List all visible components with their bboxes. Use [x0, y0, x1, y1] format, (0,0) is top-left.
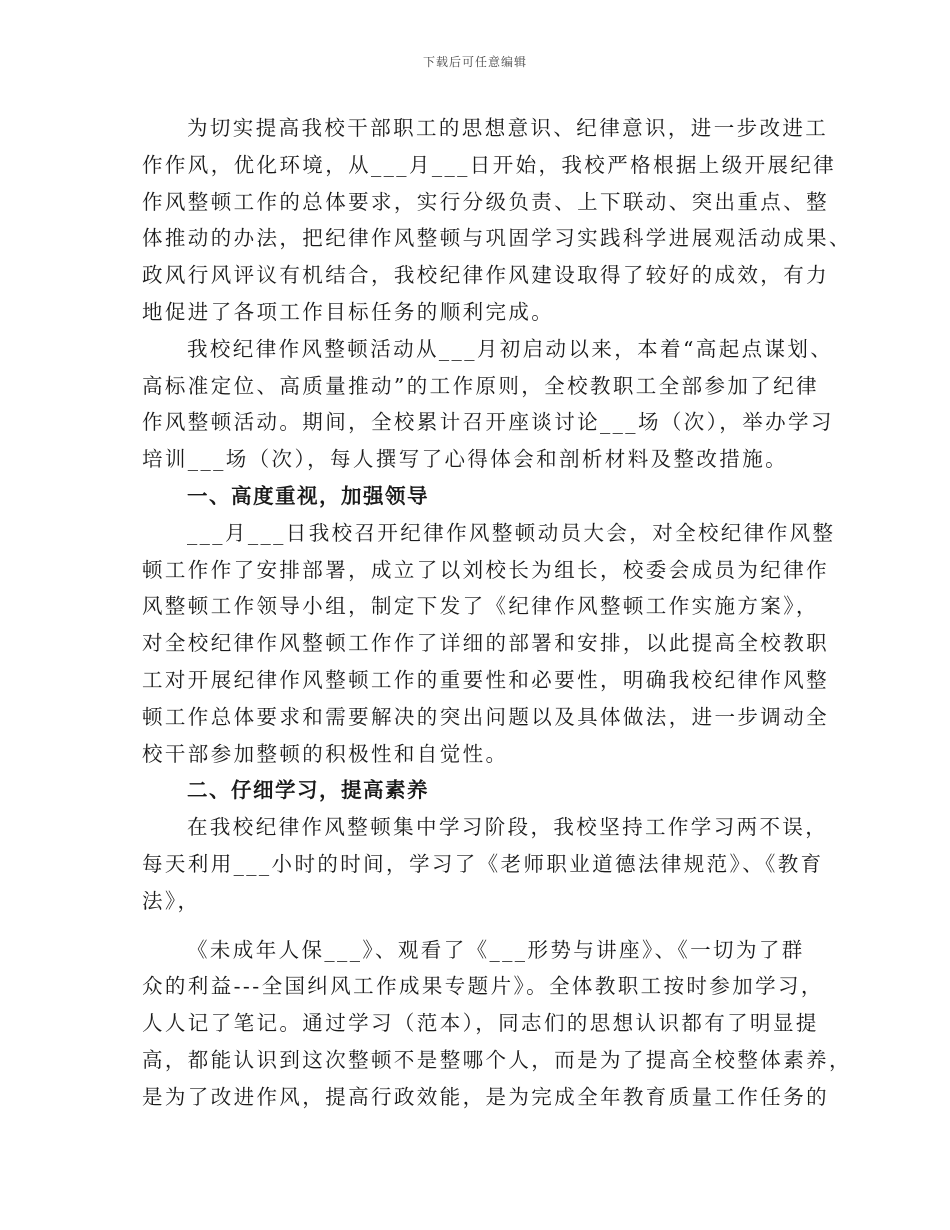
paragraph-gap [142, 920, 822, 932]
paragraph-line: 地促进了各项工作目标任务的顺利完成。 [142, 299, 555, 324]
paragraph-line: 风整顿工作领导小组，制定下发了《纪律作风整顿工作实施方案》， [142, 594, 819, 619]
paragraph-line: 为切实提高我校干部职工的思想意识、纪律意识，进一步改进工 [187, 116, 829, 140]
page-header-note: 下载后可任意编辑 [422, 55, 527, 69]
paragraph-line: 作风整顿活动。期间，全校累计召开座谈讨论___场（次），举办学习 [142, 410, 834, 435]
paragraph-line: 工对开展纪律作风整顿工作的重要性和必要性，明确我校纪律作风整 [142, 667, 829, 692]
paragraph-line: 顿工作作了安排部署，成立了以刘校长为组长，校委会成员为纪律作 [142, 557, 829, 582]
paragraph-line: 对全校纪律作风整顿工作作了详细的部署和安排，以此提高全校教职 [142, 631, 829, 656]
paragraph-line: 众的利益---全国纠风工作成果专题片》。全体教职工按时参加学习， [142, 974, 824, 999]
paragraph-line: 校干部参加整顿的积极性和自觉性。 [142, 741, 509, 766]
section-heading-1: 一、高度重视，加强领导 [187, 483, 429, 508]
section-heading-2: 二、仔细学习，提高素养 [187, 778, 429, 803]
paragraph-line: 高，都能认识到这次整顿不是整哪个人，而是为了提高全校整体素养， [142, 1047, 852, 1072]
paragraph-line: 是为了改进作风，提高行政效能，是为完成全年教育质量工作任务的 [142, 1084, 829, 1109]
paragraph-activity [142, 331, 834, 478]
paragraph-intro [142, 110, 852, 331]
paragraph-study-continued [142, 932, 852, 1116]
paragraph-line: 高标准定位、高质量推动”的工作原则，全校教职工全部参加了纪律 [142, 373, 819, 398]
paragraph-line: 人人记了笔记。通过学习（范本），同志们的思想认识都有了明显提 [142, 1011, 819, 1036]
paragraph-line: 作作风，优化环境，从___月___日开始，我校严格根据上级开展纪律 [142, 152, 837, 177]
paragraph-line: 在我校纪律作风整顿集中学习阶段，我校坚持工作学习两不误， [187, 815, 829, 840]
paragraph-line: 体推动的办法，把纪律作风整顿与巩固学习实践科学进展观活动成果、 [142, 226, 852, 251]
paragraph-leadership [142, 515, 836, 773]
paragraph-line: 培训___场（次），每人撰写了心得体会和剖析材料及整改措施。 [142, 447, 788, 472]
paragraph-line: 政风行风评议有机结合，我校纪律作风建设取得了较好的成效，有力 [142, 263, 829, 288]
paragraph-line: ___月___日我校召开纪律作风整顿动员大会，对全校纪律作风整 [187, 520, 836, 545]
document-body [142, 110, 852, 1116]
paragraph-study [142, 809, 829, 919]
paragraph-line: 《未成年人保___》、观看了《___形势与讲座》、《一切为了群 [187, 937, 805, 962]
paragraph-line: 每天利用___小时的时间，学习了《老师职业道德法律规范》、《教育 [142, 851, 824, 876]
paragraph-line: 作风整顿工作的总体要求，实行分级负责、上下联动、突出重点、整 [142, 189, 829, 214]
paragraph-line: 顿工作总体要求和需要解决的突出问题以及具体做法，进一步调动全 [142, 704, 829, 729]
paragraph-line: 我校纪律作风整顿活动从___月初启动以来，本着“高起点谋划、 [187, 336, 834, 361]
paragraph-line: 法》， [142, 888, 201, 913]
